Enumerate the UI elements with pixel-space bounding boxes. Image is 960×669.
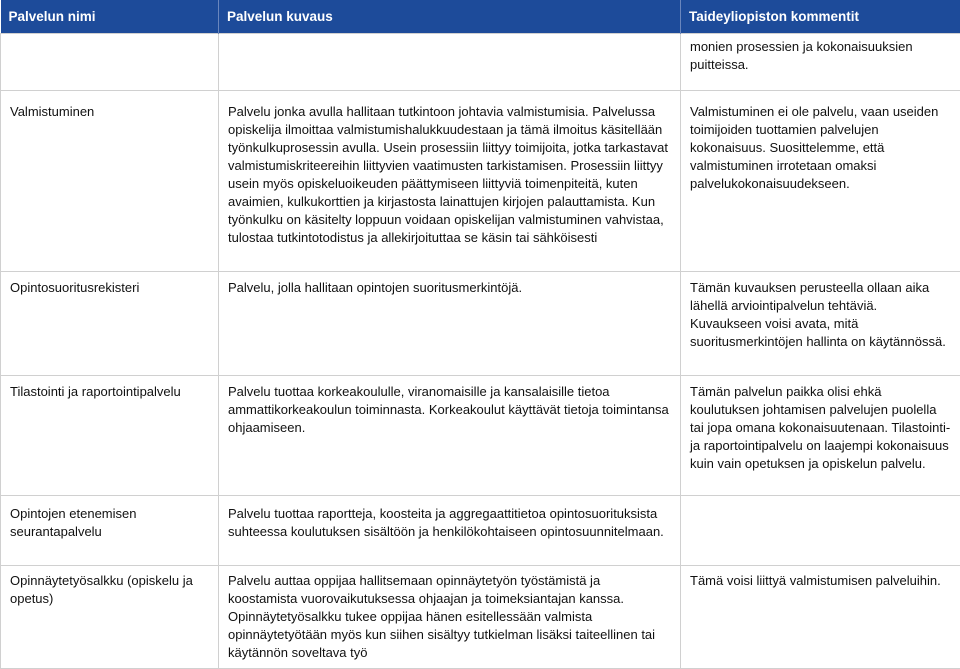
table-row: [1, 34, 960, 91]
service-comment-cell: Tämä voisi liittyä valmistumisen palveluihin.: [681, 566, 960, 669]
service-name-cell: Valmistuminen: [1, 91, 219, 272]
service-description-cell: Palvelu auttaa oppijaa hallitsemaan opinnäytetyön työstämistä ja koostamista vuorovaikutuksessa ohjaajan ja toimeksiantajan kanssa. Opinnäytetyösalkku tukee oppijaa hänen esitellessään valmista opinnäytetyötään myös kun siihen sisältyy tutkielman lisäksi taiteellinen tai käytännön soveltava työ: [219, 566, 681, 669]
header-service-name: Palvelun nimi: [1, 0, 219, 34]
service-description-cell: Palvelu tuottaa raportteja, koosteita ja aggregaattitietoa opintosuorituksista suhteessa koulutuksen sisältöön ja henkilökohtaiseen opintosuunnitelmaan.: [219, 496, 681, 566]
service-description-cell: Palvelu tuottaa korkeakoululle, viranomaisille ja kansalaisille tietoa ammattikorkeakoulun toiminnasta. Korkeakoulut käyttävät tietoja toimintansa ohjaamiseen.: [219, 376, 681, 496]
table-row: [1, 566, 960, 669]
service-description-cell: Palvelu, jolla hallitaan opintojen suoritusmerkintöjä.: [219, 272, 681, 376]
service-comment-cell: [681, 496, 960, 566]
table-body: [1, 34, 960, 669]
service-name-cell: Opintojen etenemisen seurantapalvelu: [1, 496, 219, 566]
header-university-comments: Taideyliopiston kommentit: [681, 0, 960, 34]
header-service-description: Palvelun kuvaus: [219, 0, 681, 34]
service-comment-cell: Tämän kuvauksen perusteella ollaan aika lähellä arviointipalvelun tehtäviä. Kuvaukseen voisi avata, mitä suoritusmerkintöjen hallinta on käytännössä.: [681, 272, 960, 376]
service-comment-cell: Tämän palvelun paikka olisi ehkä koulutuksen johtamisen palvelujen puolella tai jopa omana kokonaisuutenaan. Tilastointi- ja raportointipalvelu on laajempi kokonaisuus kuin vain opetuksen ja opiskelun palvelu.: [681, 376, 960, 496]
service-name-cell: Opinnäytetyösalkku (opiskelu ja opetus): [1, 566, 219, 669]
service-name-cell: Opintosuoritusrekisteri: [1, 272, 219, 376]
table-row: [1, 272, 960, 376]
table-header: [1, 0, 960, 34]
table-row: [1, 496, 960, 566]
service-comment-cell: Valmistuminen ei ole palvelu, vaan useiden toimijoiden tuottamien palvelujen kokonaisuus. Suosittelemme, että valmistuminen irrotetaan omaksi palvelukokonaisuudekseen.: [681, 91, 960, 272]
service-name-cell: Tilastointi ja raportointipalvelu: [1, 376, 219, 496]
table-row: [1, 91, 960, 272]
header-row: [1, 0, 960, 34]
service-description-cell: [219, 34, 681, 91]
service-name-cell: [1, 34, 219, 91]
service-comment-cell: monien prosessien ja kokonaisuuksien puitteissa.: [681, 34, 960, 91]
service-description-cell: Palvelu jonka avulla hallitaan tutkintoon johtavia valmistumisia. Palvelussa opiskelija ilmoittaa valmistumishalukkuudestaan ja tämä ilmoitus käsitellään työnkulkuprosessin avulla. Usein prosessiin liittyy toimijoita, jotka tarkastavat valmistumiskriteereihin liittyvien vaatimusten tarkistamisen. Prosessiin liittyy usein myös opiskeluoikeuden päättymiseen liittyviä toimenpiteitä, kuten avaimien, kulkukorttien ja kirjastosta lainattujen kirjojen palauttamista. Kun työnkulku on käsitelty loppuun voidaan opiskelijan valmistuminen vahvistaa, tulostaa tutkintotodistus ja allekirjoituttaa se käsin tai sähköisesti: [219, 91, 681, 272]
table-row: [1, 376, 960, 496]
